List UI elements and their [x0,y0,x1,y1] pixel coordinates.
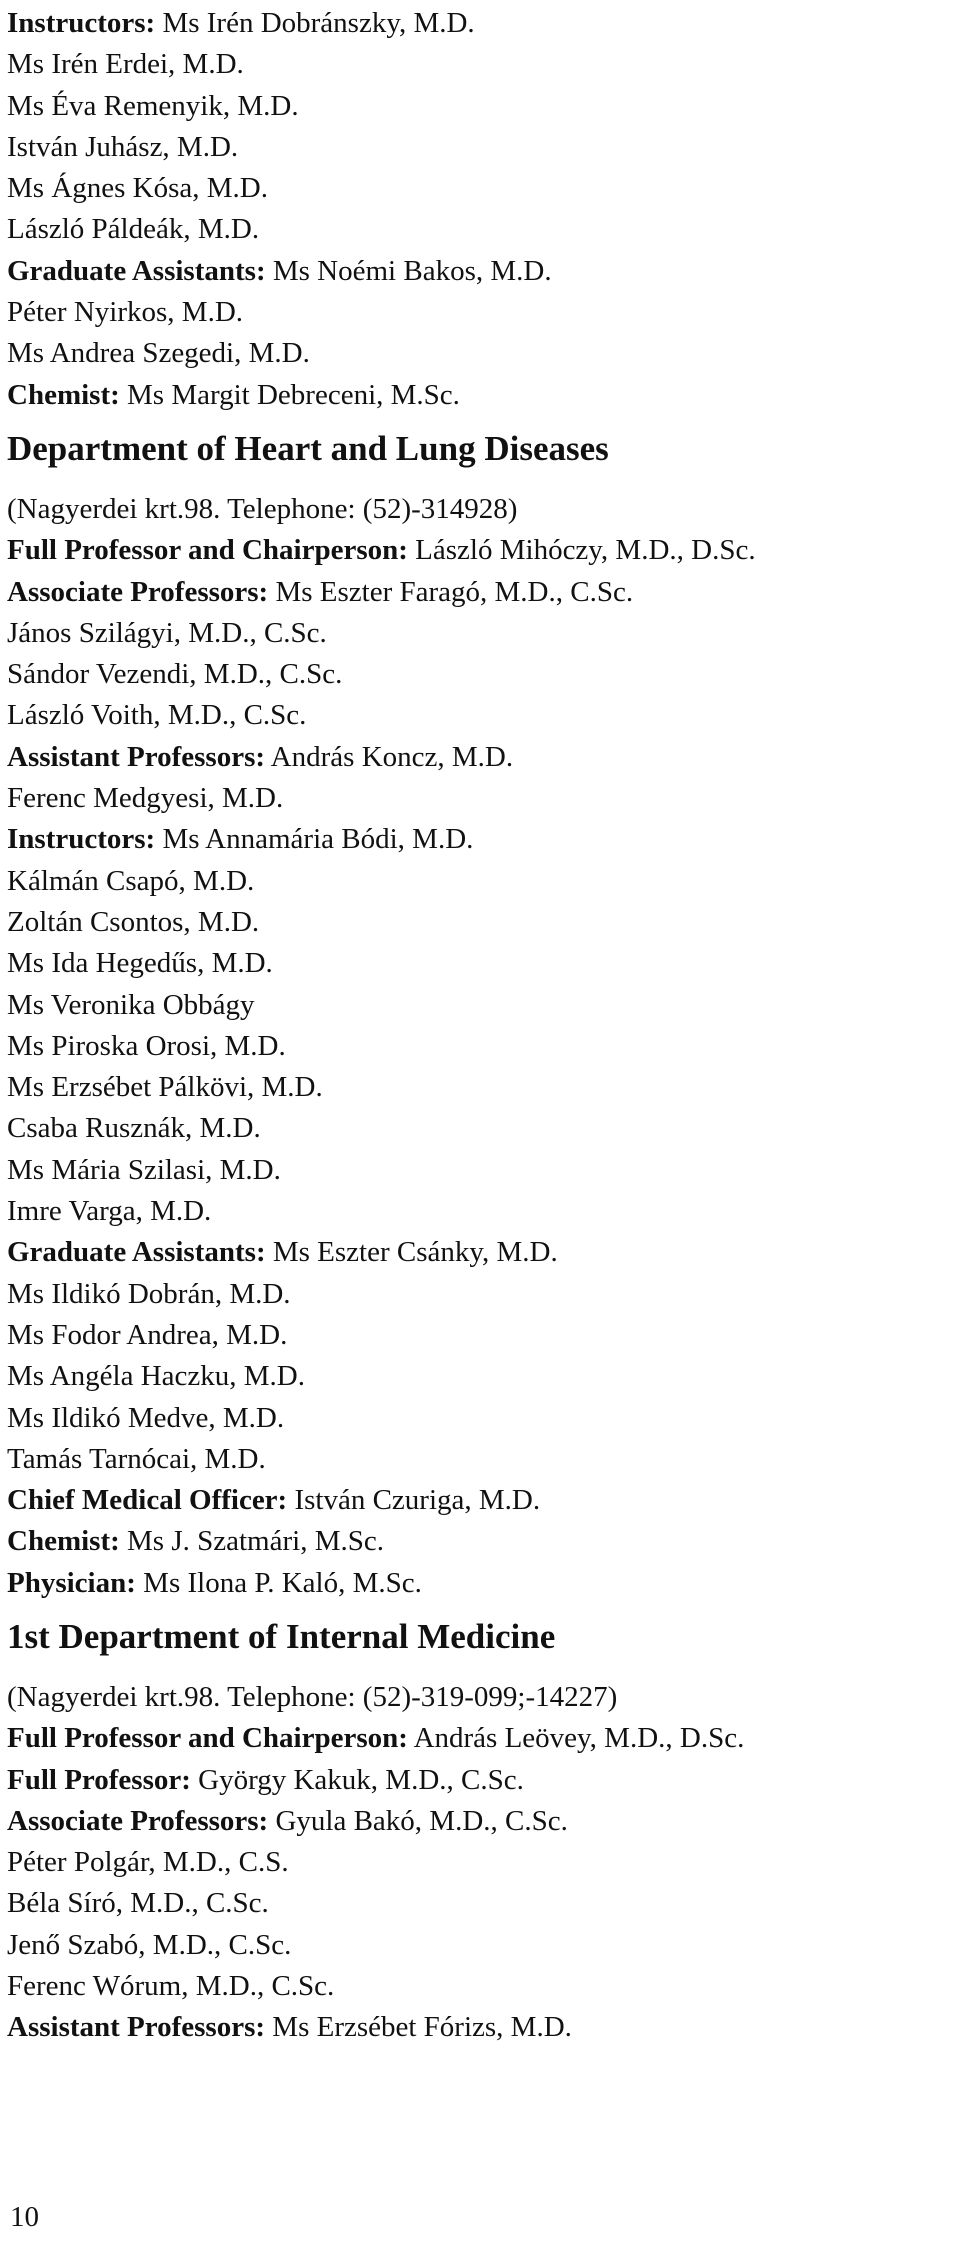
staff-line [7,127,947,168]
staff-line [7,292,947,333]
staff-name: Tamás Tarnócai, M.D. [7,1442,266,1475]
staff-line [7,1883,947,1924]
staff-name: Ms Veronika Obbágy [7,988,255,1021]
staff-name: (Nagyerdei krt.98. Telephone: (52)-319-099;-14227) [7,1680,618,1713]
staff-line [7,1150,947,1191]
staff-name: Ms Erzsébet Fórizs, M.D. [265,2011,572,2044]
staff-name: Ms Ida Hegedűs, M.D. [7,947,273,980]
role-label: Physician: [7,1566,136,1599]
staff-name: János Szilágyi, M.D., C.Sc. [7,616,327,649]
staff-line [7,2007,947,2048]
staff-name: Ms Angéla Haczku, M.D. [7,1360,306,1393]
staff-line [7,251,947,292]
staff-name: Ms Noémi Bakos, M.D. [265,254,552,287]
page-number: 10 [10,2201,39,2233]
staff-line [7,1966,947,2007]
staff-line [7,1067,947,1108]
staff-name: Ferenc Medgyesi, M.D. [7,782,284,815]
staff-line [7,1521,947,1562]
staff-name: László Voith, M.D., C.Sc. [7,699,307,732]
staff-line [7,1439,947,1480]
staff-name: György Kakuk, M.D., C.Sc. [190,1763,524,1796]
role-label: Full Professor: [7,1763,191,1796]
staff-name: Ms Eszter Faragó, M.D., C.Sc. [268,575,634,608]
staff-name: Sándor Vezendi, M.D., C.Sc. [7,658,343,691]
staff-line [7,985,947,1026]
staff-line [7,44,947,85]
staff-name: Zoltán Csontos, M.D. [7,905,260,938]
staff-name: (Nagyerdei krt.98. Telephone: (52)-314928) [7,492,518,525]
role-label: Associate Professors: [7,575,269,608]
staff-line [7,1925,947,1966]
staff-name: András Koncz, M.D. [265,740,514,773]
role-label: Chief Medical Officer: [7,1484,288,1517]
staff-line [7,1760,947,1801]
staff-line [7,86,947,127]
staff-line [7,1108,947,1149]
staff-name: Ms Mária Szilasi, M.D. [7,1153,281,1186]
staff-line [7,3,947,44]
staff-line [7,654,947,695]
staff-name: Ms Annamária Bódi, M.D. [155,823,474,856]
staff-line [7,1480,947,1521]
staff-name: László Mihóczy, M.D., D.Sc. [407,534,756,567]
staff-line [7,1801,947,1842]
staff-line [7,168,947,209]
staff-line [7,778,947,819]
staff-line [7,1563,947,1604]
staff-line [7,737,947,778]
staff-name: Ms Margit Debreceni, M.Sc. [119,378,460,411]
internal-medicine-list [7,1677,947,2049]
staff-line [7,1718,947,1759]
role-label: Chemist: [7,1525,120,1558]
staff-name: Ms Piroska Orosi, M.D. [7,1029,286,1062]
staff-name: Ms Erzsébet Pálkövi, M.D. [7,1071,323,1104]
role-label: Instructors: [7,7,156,39]
role-label: Graduate Assistants: [7,1236,266,1269]
staff-line [7,943,947,984]
role-label: Full Professor and Chairperson: [7,534,408,567]
role-label: Full Professor and Chairperson: [7,1722,408,1755]
staff-name: Ms Fodor Andrea, M.D. [7,1318,288,1351]
staff-name: Ferenc Wórum, M.D., C.Sc. [7,1970,335,2003]
department-heading-internal-medicine: 1st Department of Internal Medicine [7,1616,556,1656]
staff-line [7,1274,947,1315]
staff-name: Gyula Bakó, M.D., C.Sc. [268,1804,568,1837]
page-content [7,3,947,2049]
staff-name: Ms Ildikó Medve, M.D. [7,1401,285,1434]
staff-name: Jenő Szabó, M.D., C.Sc. [7,1928,292,1961]
staff-line [7,1315,947,1356]
role-label: Graduate Assistants: [7,254,266,287]
department-heading-heart-lung: Department of Heart and Lung Diseases [7,428,609,468]
staff-name: Péter Polgár, M.D., C.S. [7,1846,289,1879]
staff-line [7,333,947,374]
role-label: Associate Professors: [7,1804,269,1837]
staff-name: Ms Ilona P. Kaló, M.Sc. [135,1566,422,1599]
role-label: Assistant Professors: [7,2011,266,2044]
staff-line [7,572,947,613]
staff-name: Péter Nyirkos, M.D. [7,296,244,329]
staff-name: Ms Irén Dobránszky, M.D. [155,7,475,39]
staff-line [7,1356,947,1397]
staff-name: Ms Ágnes Kósa, M.D. [7,172,268,205]
staff-line [7,375,947,416]
staff-line [7,613,947,654]
staff-name: Kálmán Csapó, M.D. [7,864,255,897]
staff-line [7,1842,947,1883]
staff-line [7,1398,947,1439]
staff-line [7,209,947,250]
staff-name: Ms Ildikó Dobrán, M.D. [7,1277,291,1310]
staff-name: Imre Varga, M.D. [7,1195,212,1228]
heart-lung-list [7,489,947,1604]
staff-name: Béla Síró, M.D., C.Sc. [7,1887,269,1920]
staff-name: László Páldeák, M.D. [7,213,260,246]
staff-line [7,1026,947,1067]
role-label: Instructors: [7,823,156,856]
staff-name: Ms J. Szatmári, M.Sc. [119,1525,384,1558]
role-label: Chemist: [7,378,120,411]
staff-line [7,489,947,530]
staff-line [7,1191,947,1232]
staff-name: István Juhász, M.D. [7,130,239,163]
staff-line [7,819,947,860]
staff-name: Ms Eszter Csánky, M.D. [265,1236,558,1269]
staff-name: András Leövey, M.D., D.Sc. [407,1722,745,1755]
section-a-list [7,3,947,416]
staff-line [7,902,947,943]
staff-name: Csaba Rusznák, M.D. [7,1112,261,1145]
staff-line [7,1232,947,1273]
staff-line [7,695,947,736]
staff-name: István Czuriga, M.D. [287,1484,541,1517]
staff-line [7,1677,947,1718]
staff-name: Ms Andrea Szegedi, M.D. [7,337,310,370]
role-label: Assistant Professors: [7,740,266,773]
staff-name: Ms Éva Remenyik, M.D. [7,89,299,122]
staff-line [7,861,947,902]
staff-name: Ms Irén Erdei, M.D. [7,48,244,81]
staff-line [7,530,947,571]
